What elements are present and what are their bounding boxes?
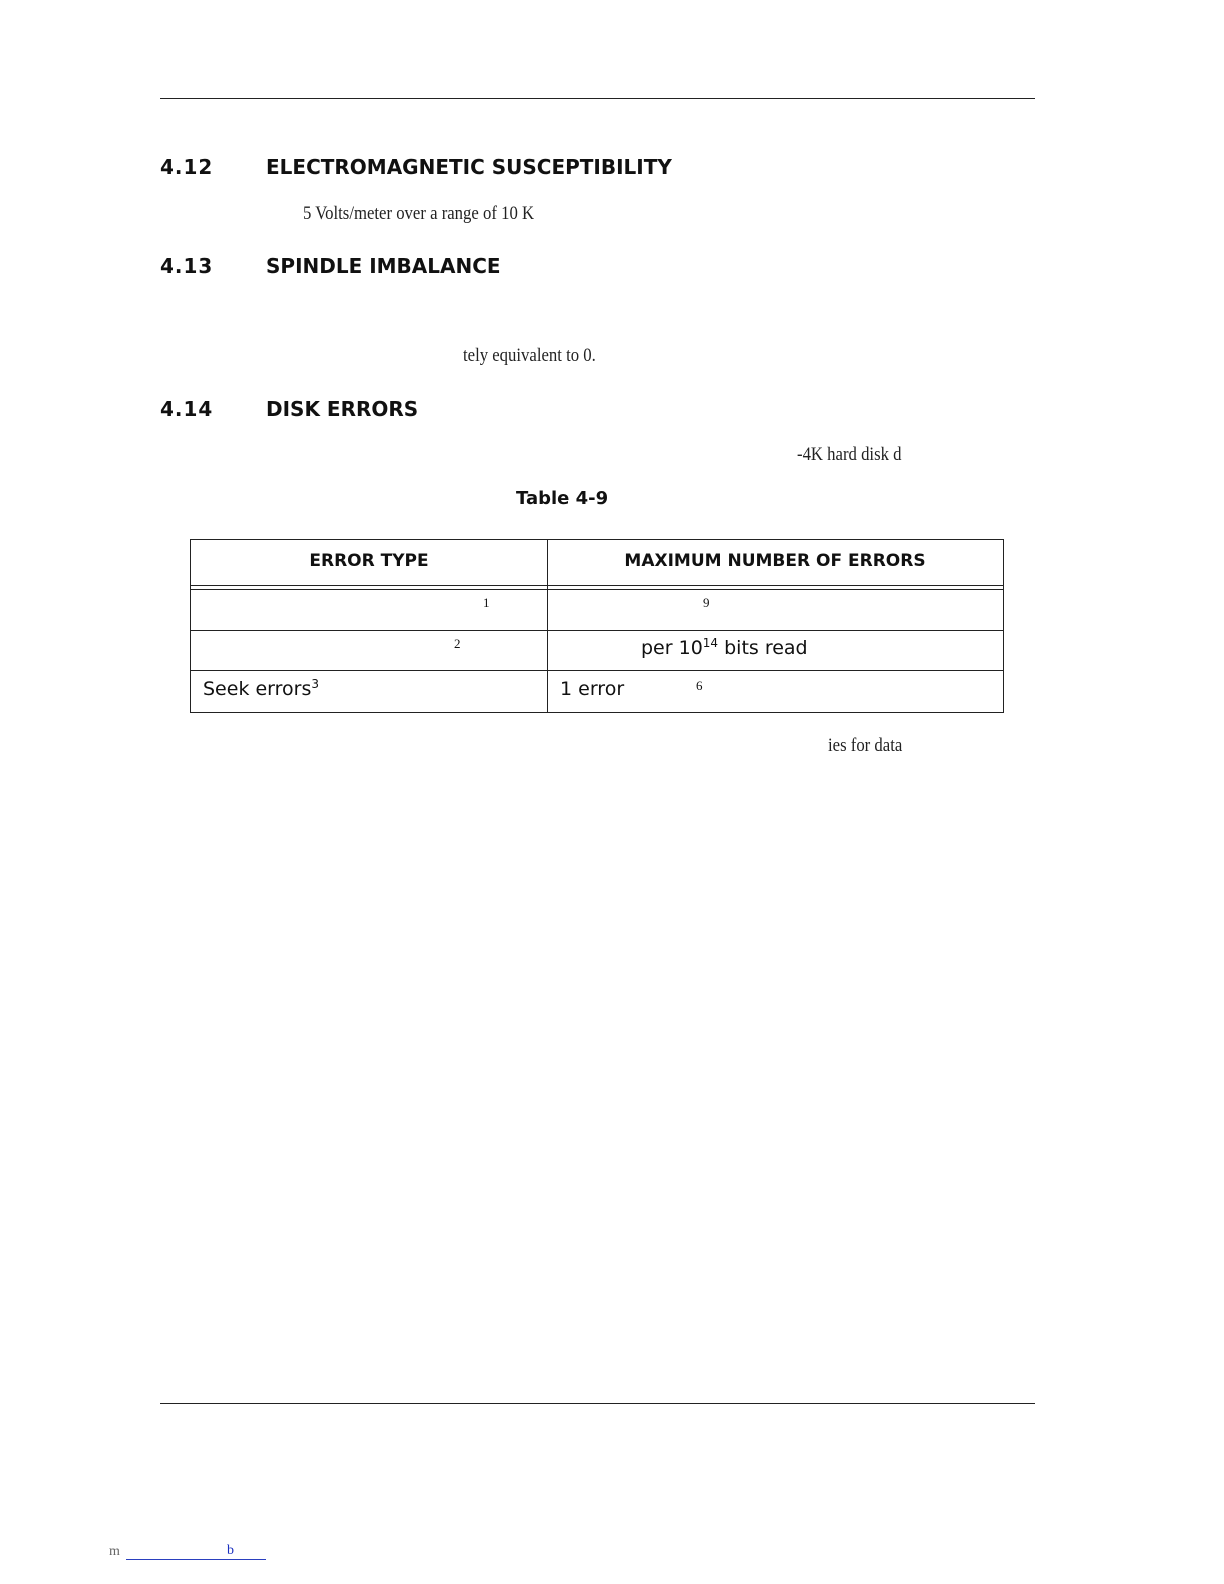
table-cell: 1 error — [560, 678, 625, 700]
footer-link[interactable] — [126, 1543, 266, 1560]
table-caption: Table 4-9 — [516, 488, 609, 509]
row-divider — [191, 670, 1003, 671]
spindle-imbalance-text: tely equivalent to 0. — [463, 345, 596, 366]
section-heading-4-12 — [160, 155, 672, 179]
disk-errors-text: -4K hard disk d — [797, 444, 902, 465]
footer-link-text[interactable]: b — [227, 1543, 234, 1558]
column-header-error-type: ERROR TYPE — [309, 551, 429, 571]
footnote-marker: 9 — [703, 595, 710, 610]
em-susceptibility-text: 5 Volts/meter over a range of 10 K — [303, 203, 535, 224]
footnote-marker: 2 — [454, 636, 461, 651]
section-title: SPINDLE IMBALANCE — [266, 254, 501, 278]
section-number: 4.14 — [160, 397, 214, 421]
header-divider — [191, 589, 1003, 590]
section-heading-4-14 — [160, 397, 418, 421]
cell-text: bits read — [718, 637, 808, 659]
footnote-marker: 3 — [311, 677, 320, 691]
cell-text: per 10 — [641, 637, 703, 659]
header-divider — [191, 585, 1003, 586]
column-header-max-errors: MAXIMUM NUMBER OF ERRORS — [624, 551, 926, 571]
disk-errors-table — [190, 539, 1004, 713]
table-cell — [641, 637, 808, 659]
exponent: 14 — [702, 636, 719, 650]
table-cell — [203, 678, 319, 700]
section-number: 4.13 — [160, 254, 214, 278]
section-number: 4.12 — [160, 155, 214, 179]
cell-text: Seek errors — [203, 678, 312, 700]
row-divider — [191, 630, 1003, 631]
after-table-text: ies for data — [828, 735, 903, 756]
header-rule — [160, 98, 1035, 99]
section-title: ELECTROMAGNETIC SUSCEPTIBILITY — [266, 155, 672, 179]
footer-text: m — [109, 1544, 120, 1559]
section-heading-4-13 — [160, 254, 501, 278]
footnote-marker: 6 — [696, 678, 703, 693]
footnote-marker: 1 — [483, 595, 490, 610]
footer-rule — [160, 1403, 1035, 1404]
section-title: DISK ERRORS — [266, 397, 419, 421]
